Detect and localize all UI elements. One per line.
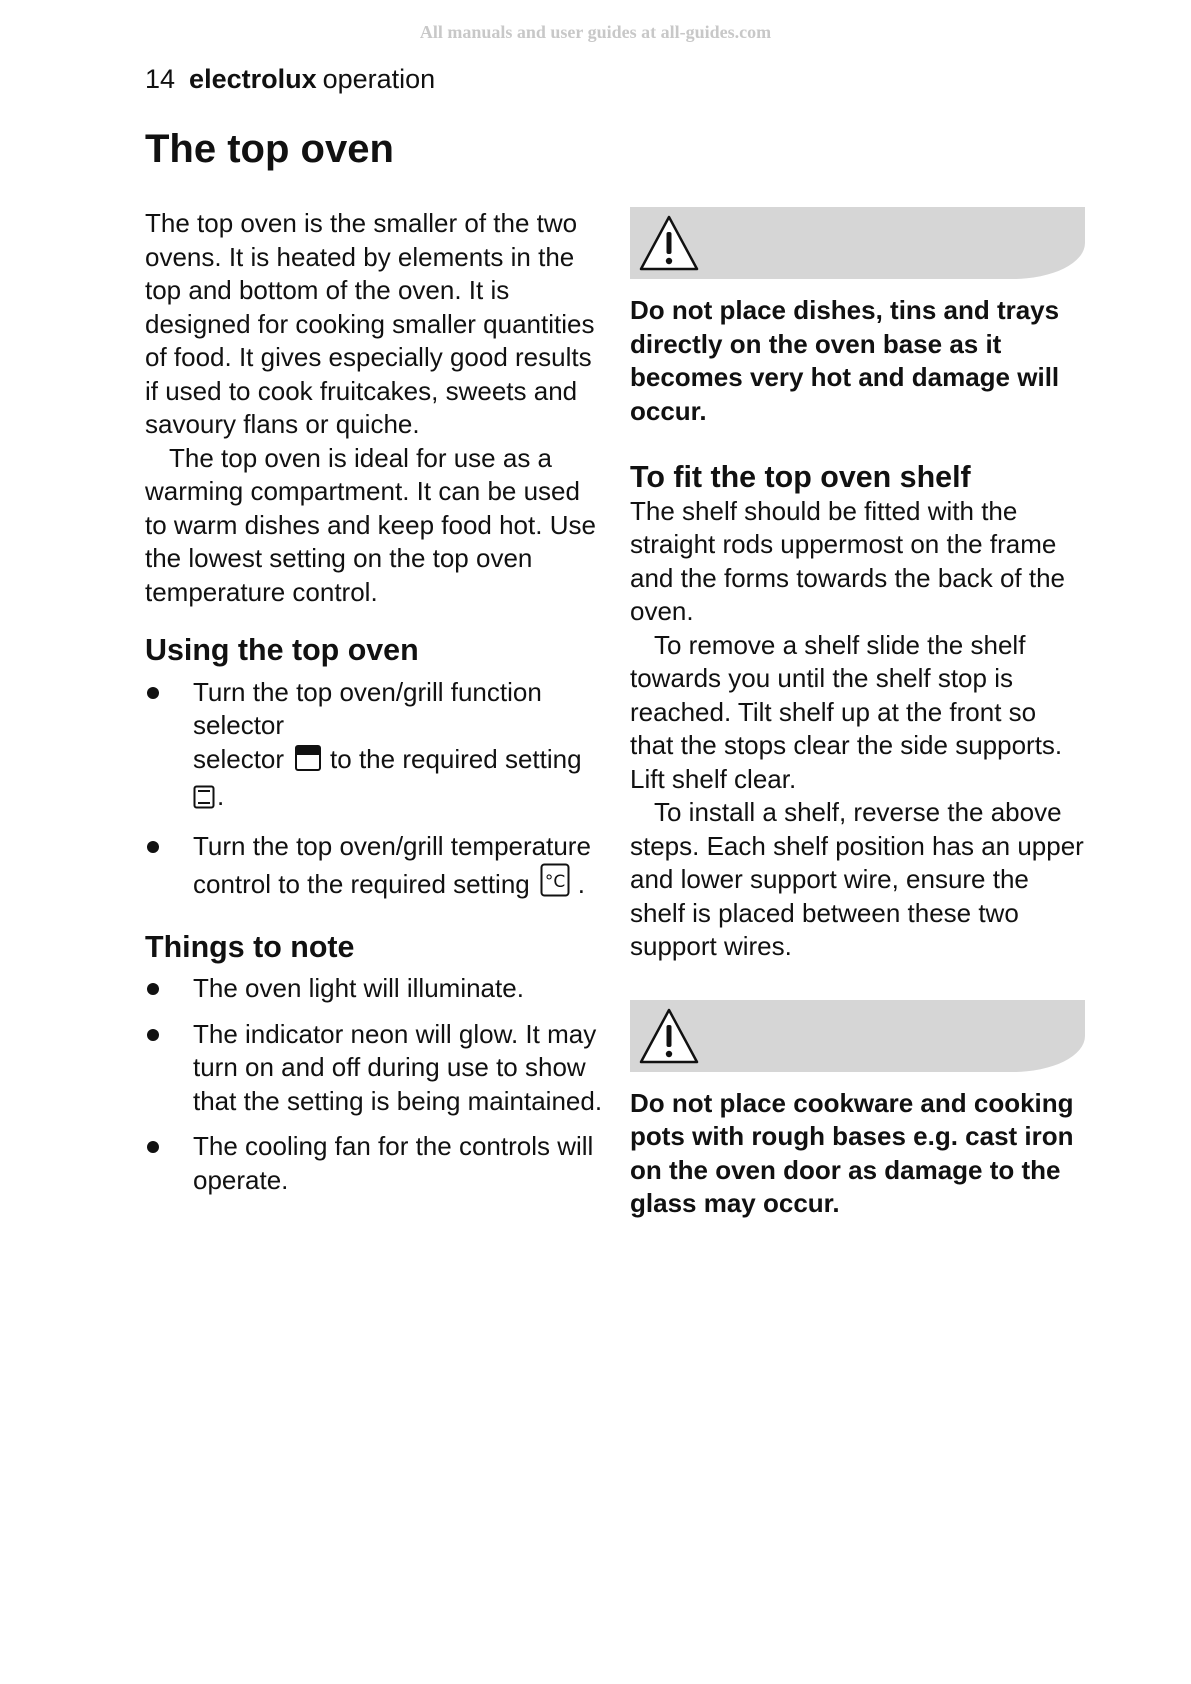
- section-name: operation: [322, 64, 436, 94]
- page-header: [145, 64, 435, 95]
- warning-banner: [630, 207, 1085, 279]
- top-oven-setting-icon: [193, 784, 215, 818]
- warning-text-2: Do not place cookware and cooking pots with rough bases e.g. cast iron on the oven door as damage to the glass may occur.: [630, 1087, 1074, 1218]
- page-number: 14: [145, 64, 176, 94]
- using-item-1-text-c: .: [217, 781, 225, 811]
- intro-paragraph-2: The top oven is ideal for use as a warming compartment. It can be used to warm dishes and keep food hot. Use the lowest setting on the top oven temperature control.: [145, 442, 596, 607]
- things-to-note-list: [145, 972, 605, 1197]
- things-item-text: The oven light will illuminate.: [193, 973, 524, 1003]
- using-item-1-text-b: to the required setting: [330, 743, 582, 774]
- warning-text-1: Do not place dishes, tins and trays directly on the oven base as it becomes very hot and damage will occur.: [630, 295, 1060, 426]
- list-item: Turn the top oven/grill function selector selector to the required setting .: [145, 676, 605, 818]
- things-to-note-heading: Things to note: [145, 929, 355, 964]
- bullet-icon: [147, 841, 159, 853]
- fit-paragraph-2: To remove a shelf slide the shelf towards you until the shelf stop is reached. Tilt shelf up at the front so that the stops clear the side supports. Lift shelf clear.: [630, 629, 1063, 794]
- using-item-2-text-b: .: [577, 869, 585, 899]
- brand-name: electrolux: [189, 64, 317, 94]
- list-item: [145, 972, 605, 1006]
- things-item-text: The indicator neon will glow. It may turn on and off during use to show that the setting is being maintained.: [193, 1018, 603, 1116]
- bullet-icon: [147, 687, 159, 699]
- using-item-1-text-a: Turn the top oven/grill function selector: [193, 676, 542, 740]
- fit-shelf-heading: To fit the top oven shelf: [630, 460, 971, 494]
- list-item: [145, 1130, 605, 1197]
- bullet-icon: [147, 1029, 159, 1041]
- using-top-oven-list: [145, 676, 605, 906]
- bullet-icon: [147, 1141, 159, 1153]
- list-item: [145, 1018, 605, 1119]
- warning-triangle-icon: [638, 214, 700, 281]
- celsius-temperature-icon: [540, 863, 570, 906]
- intro-paragraph-1: The top oven is the smaller of the two ovens. It is heated by elements in the top and bottom of the oven. It is designed for cooking smaller quantities of food. It gives especially good results if used to cook fruitcakes, sweets and savoury flans or quiche.: [145, 208, 595, 439]
- using-item-2-text-a: Turn the top oven/grill temperature control to the required setting: [193, 830, 591, 899]
- warning-triangle-icon: [638, 1007, 700, 1074]
- watermark: All manuals and user guides at all-guides.com: [419, 22, 772, 42]
- page-title: The top oven: [145, 127, 394, 171]
- list-item: [145, 830, 605, 906]
- using-top-oven-heading: Using the top oven: [145, 633, 419, 667]
- svg-text:°C: °C: [544, 872, 565, 892]
- warning-banner: [630, 1000, 1085, 1072]
- left-column: [145, 207, 605, 1197]
- fit-paragraph-1: The shelf should be fitted with the straight rods uppermost on the frame and the forms towards the back of the oven.: [630, 495, 1066, 626]
- fit-paragraph-3: To install a shelf, reverse the above steps. Each shelf position has an upper and lower support wire, ensure the shelf is placed between these two support wires.: [630, 797, 1084, 961]
- top-oven-selector-icon: [294, 744, 322, 781]
- bullet-icon: [147, 983, 159, 995]
- things-item-text: The cooling fan for the controls will operate.: [193, 1131, 594, 1195]
- right-column: [630, 207, 1085, 1221]
